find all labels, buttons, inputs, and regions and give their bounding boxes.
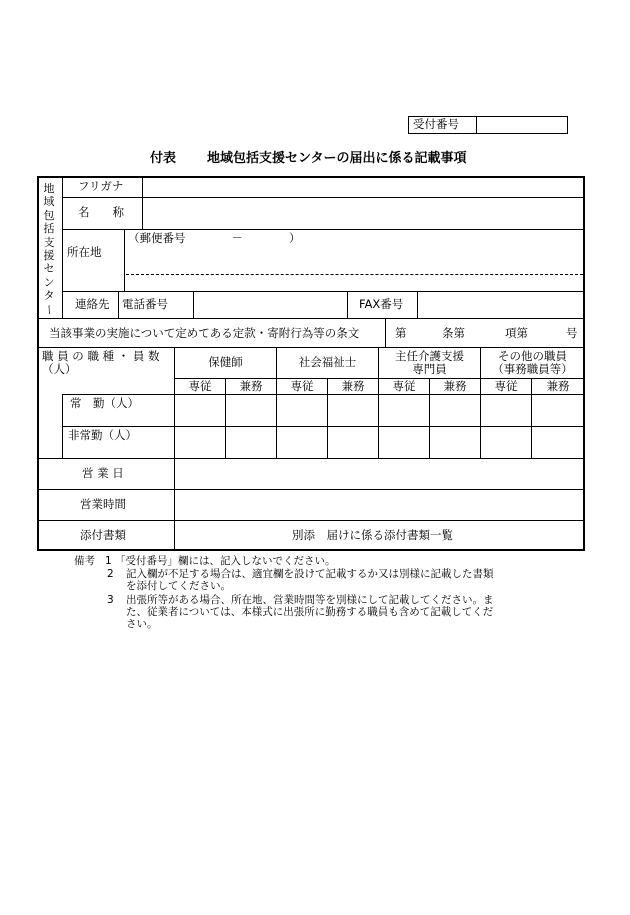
name-field[interactable] xyxy=(146,201,582,227)
job-care-manager-line2: 専門員 xyxy=(412,362,447,376)
articles-ko-dai: 項第 xyxy=(505,326,528,340)
title-prefix: 付表 xyxy=(150,151,177,166)
job-care-manager-line1: 主任介護支援 xyxy=(395,349,464,363)
attachments-label: 添付書類 xyxy=(80,528,126,542)
contact-label: 連絡先 xyxy=(75,297,110,311)
receipt-number-label: 受付番号 xyxy=(413,117,459,131)
staff-header: 職 員 の 職 種 ・ 員 数 xyxy=(42,349,160,363)
furigana-label: フリガナ xyxy=(78,179,124,193)
note-2-number: 2 xyxy=(107,568,114,580)
note-3-number: 3 xyxy=(107,594,114,606)
phone-label: 電話番号 xyxy=(122,297,168,311)
center-vertical-label: 地 域 包 括 支 援 セ ン タ ー xyxy=(42,182,56,315)
fulltime-header: 専従 xyxy=(494,379,518,393)
note-3-text-line3: さい。 xyxy=(126,618,158,630)
furigana-field[interactable] xyxy=(146,181,582,195)
notes-heading: 備考 xyxy=(74,555,95,567)
articles-dai: 第 xyxy=(395,326,407,340)
note-3-text-line2: た、従業者については、本様式に出張所に勤務する職員も含めて記載してくだ xyxy=(126,606,494,618)
address-label: 所在地 xyxy=(67,245,102,259)
attachments-value: 別添 届けに係る添付書類一覧 xyxy=(292,528,453,542)
note-3-text-line1: 出張所等がある場合、所在地、営業時間等を別様にして記載してください。ま xyxy=(126,594,494,606)
fulltime-header: 専従 xyxy=(188,379,212,393)
row-fulltime-label: 常 勤（人） xyxy=(70,396,139,410)
postal-code-label: （郵便番号 － ） xyxy=(128,231,301,245)
note-1-number: 1 xyxy=(105,555,112,567)
address-field[interactable] xyxy=(128,250,582,272)
articles-go: 号 xyxy=(566,326,578,340)
articles-jo-dai: 条第 xyxy=(442,326,465,340)
row-parttime-label: 非常勤（人） xyxy=(68,428,137,442)
job-public-health-nurse: 保健師 xyxy=(208,355,243,369)
business-hours-field[interactable] xyxy=(178,492,582,518)
note-1-text: 「受付番号」欄には、記入しないでください。 xyxy=(115,555,336,567)
fax-field[interactable] xyxy=(420,295,580,315)
fax-label: FAX番号 xyxy=(359,297,404,311)
business-hours-label: 営業時間 xyxy=(80,497,126,511)
parttime-header: 兼務 xyxy=(341,379,365,393)
phone-field[interactable] xyxy=(196,295,344,315)
fulltime-header: 専従 xyxy=(392,379,416,393)
parttime-header: 兼務 xyxy=(239,379,263,393)
parttime-header: 兼務 xyxy=(443,379,467,393)
job-social-worker: 社会福祉士 xyxy=(298,355,357,369)
job-other-staff-line1: その他の職員 xyxy=(498,349,567,363)
name-label: 名 称 xyxy=(78,205,124,219)
note-2-text-line1: 記入欄が不足する場合は、適宜欄を設けて記載するか又は別様に記載した書類 xyxy=(126,568,494,580)
job-other-staff-line2: （事務職員等） xyxy=(492,362,573,376)
business-days-label: 営 業 日 xyxy=(82,466,124,480)
page-title: 地域包括支援センターの届出に係る記載事項 xyxy=(207,151,467,166)
staff-header-unit: （人） xyxy=(42,362,77,376)
note-2-text-line2: を添付してください。 xyxy=(126,580,231,592)
business-days-field[interactable] xyxy=(178,461,582,487)
parttime-header: 兼務 xyxy=(546,379,570,393)
fulltime-header: 専従 xyxy=(290,379,314,393)
articles-label: 当該事業の実施について定めてある定款・寄附行為等の条文 xyxy=(49,326,360,340)
